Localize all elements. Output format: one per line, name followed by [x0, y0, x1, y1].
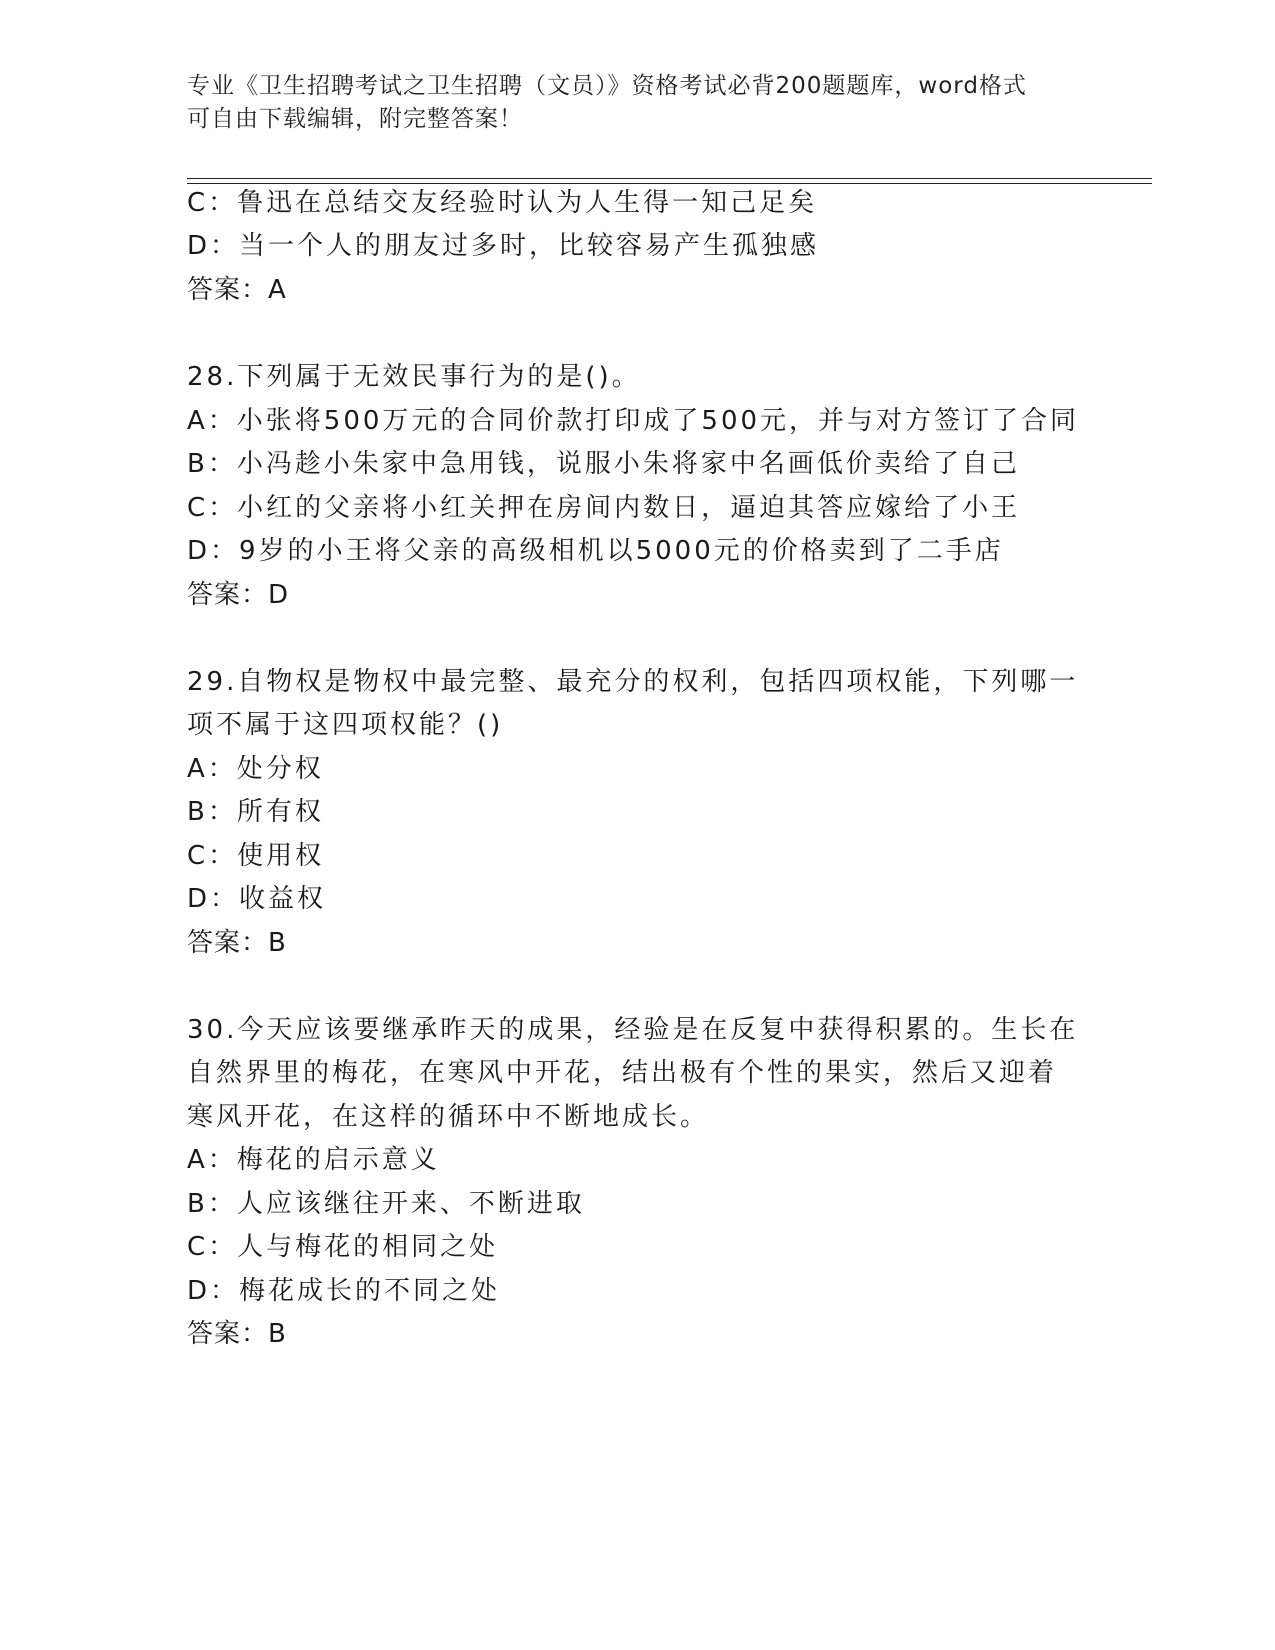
- q29-question-line-1: 29.自物权是物权中最完整、最充分的权利，包括四项权能，下列哪一: [187, 667, 1079, 697]
- q29-question-line-2: 项不属于这四项权能？(): [187, 710, 504, 740]
- q29-option-c: C：使用权: [187, 841, 325, 871]
- q27-option-c: C：鲁迅在总结交友经验时认为人生得一知己足矣: [187, 188, 818, 218]
- q28-question: 28.下列属于无效民事行为的是()。: [187, 362, 641, 392]
- q27-answer: 答案：A: [187, 275, 287, 305]
- q30-question-line-2: 自然界里的梅花，在寒风中开花，结出极有个性的果实，然后又迎着: [187, 1058, 1058, 1088]
- q30-option-a: A：梅花的启示意义: [187, 1145, 440, 1175]
- q28-option-d: D：9岁的小王将父亲的高级相机以5000元的价格卖到了二手店: [187, 536, 1004, 566]
- page-header: [187, 70, 1067, 136]
- q29-option-a: A：处分权: [187, 754, 324, 784]
- q28-option-a: A：小张将500万元的合同价款打印成了500元，并与对方签订了合同: [187, 406, 1080, 436]
- q29-option-b: B：所有权: [187, 797, 324, 827]
- header-divider-bottom: [187, 183, 1152, 184]
- q30-answer: 答案：B: [187, 1319, 287, 1349]
- q30-option-c: C：人与梅花的相同之处: [187, 1232, 499, 1262]
- q29-option-d: D：收益权: [187, 884, 327, 914]
- q30-option-b: B：人应该继往开来、不断进取: [187, 1189, 585, 1219]
- q28-answer: 答案：D: [187, 580, 290, 610]
- header-title-line-2: 可自由下载编辑，附完整答案！: [187, 106, 523, 132]
- q30-option-d: D：梅花成长的不同之处: [187, 1276, 501, 1306]
- q28-option-b: B：小冯趁小朱家中急用钱，说服小朱将家中名画低价卖给了自己: [187, 449, 1020, 479]
- q29-answer: 答案：B: [187, 928, 287, 958]
- q30-question-line-3: 寒风开花，在这样的循环中不断地成长。: [187, 1102, 710, 1132]
- q27-option-d: D：当一个人的朋友过多时，比较容易产生孤独感: [187, 231, 820, 261]
- q28-option-c: C：小红的父亲将小红关押在房间内数日，逼迫其答应嫁给了小王: [187, 493, 1021, 523]
- header-title-line-1: 专业《卫生招聘考试之卫生招聘（文员）》资格考试必背200题题库，word格式: [187, 73, 1027, 99]
- q30-question-line-1: 30.今天应该要继承昨天的成果，经验是在反复中获得积累的。生长在: [187, 1015, 1079, 1045]
- header-divider-top: [187, 178, 1152, 179]
